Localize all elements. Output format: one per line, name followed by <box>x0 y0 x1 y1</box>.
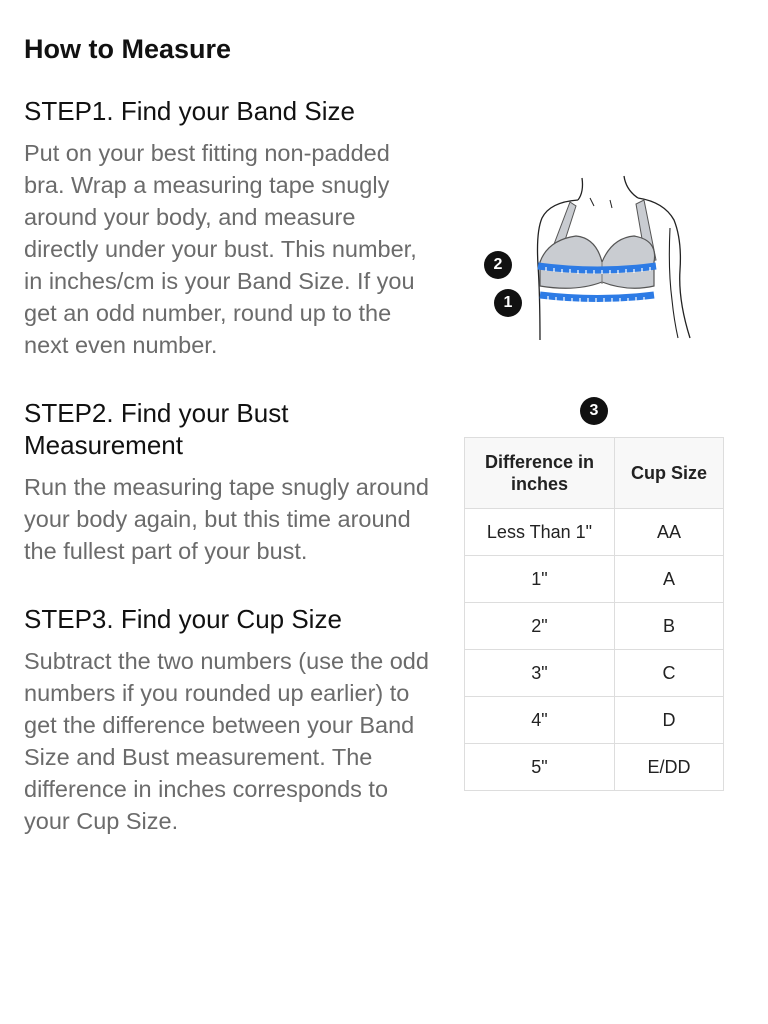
underbust-tape <box>540 295 654 299</box>
cup-size-cell: B <box>615 603 724 650</box>
cup-size-cell: AA <box>615 509 724 556</box>
table-row <box>465 509 724 556</box>
neck-line-right <box>624 176 638 198</box>
difference-cell: 4" <box>465 697 615 744</box>
difference-cell: 2" <box>465 603 615 650</box>
cup-size-cell: D <box>615 697 724 744</box>
step-1-body: Put on your best fitting non-padded bra. Wrap a measuring tape snugly around your body, and measure directly under your bust. This number, in inches/cm is your Band Size. If you get an odd number, round up to the next even number. <box>24 140 417 358</box>
step-3-heading: STEP3. Find your Cup Size <box>24 604 342 634</box>
table-header-row <box>465 438 724 509</box>
instructions <box>24 95 434 837</box>
difference-cell: 3" <box>465 650 615 697</box>
step-3-body: Subtract the two numbers (use the odd numbers if you rounded up earlier) to get the difference between your Band Size and Bust measurement. The difference in inches corresponds to your Cup Size. <box>24 648 429 834</box>
table-row <box>465 556 724 603</box>
step-3 <box>24 603 434 837</box>
marker-3-badge: 3 <box>580 397 608 425</box>
cup-size-cell: E/DD <box>615 744 724 791</box>
difference-cell: Less Than 1" <box>465 509 615 556</box>
cup-size-table <box>464 437 724 791</box>
bust-tape <box>538 266 656 270</box>
step-2-heading: STEP2. Find your Bust Measurement <box>24 398 289 460</box>
bra-measurement-illustration <box>478 170 708 350</box>
difference-cell: 5" <box>465 744 615 791</box>
table-row <box>465 744 724 791</box>
step-1 <box>24 95 434 361</box>
neck-line-left <box>578 178 583 200</box>
table-row <box>465 697 724 744</box>
step-1-heading: STEP1. Find your Band Size <box>24 96 355 126</box>
step-2-body: Run the measuring tape snugly around your body again, but this time around the fullest part of your bust. <box>24 474 429 564</box>
cup-size-cell: C <box>615 650 724 697</box>
bra-cups <box>540 236 655 288</box>
header-cup-size: Cup Size <box>615 438 724 509</box>
difference-cell: 1" <box>465 556 615 603</box>
cup-size-cell: A <box>615 556 724 603</box>
page-title: How to Measure <box>24 34 232 64</box>
table-row <box>465 650 724 697</box>
marker-1-badge: 1 <box>494 289 522 317</box>
header-difference: Difference in inches <box>465 438 615 509</box>
step-2 <box>24 397 434 567</box>
collarbone <box>590 198 612 208</box>
marker-2-badge: 2 <box>484 251 512 279</box>
table-row <box>465 603 724 650</box>
arm-right <box>669 228 678 338</box>
